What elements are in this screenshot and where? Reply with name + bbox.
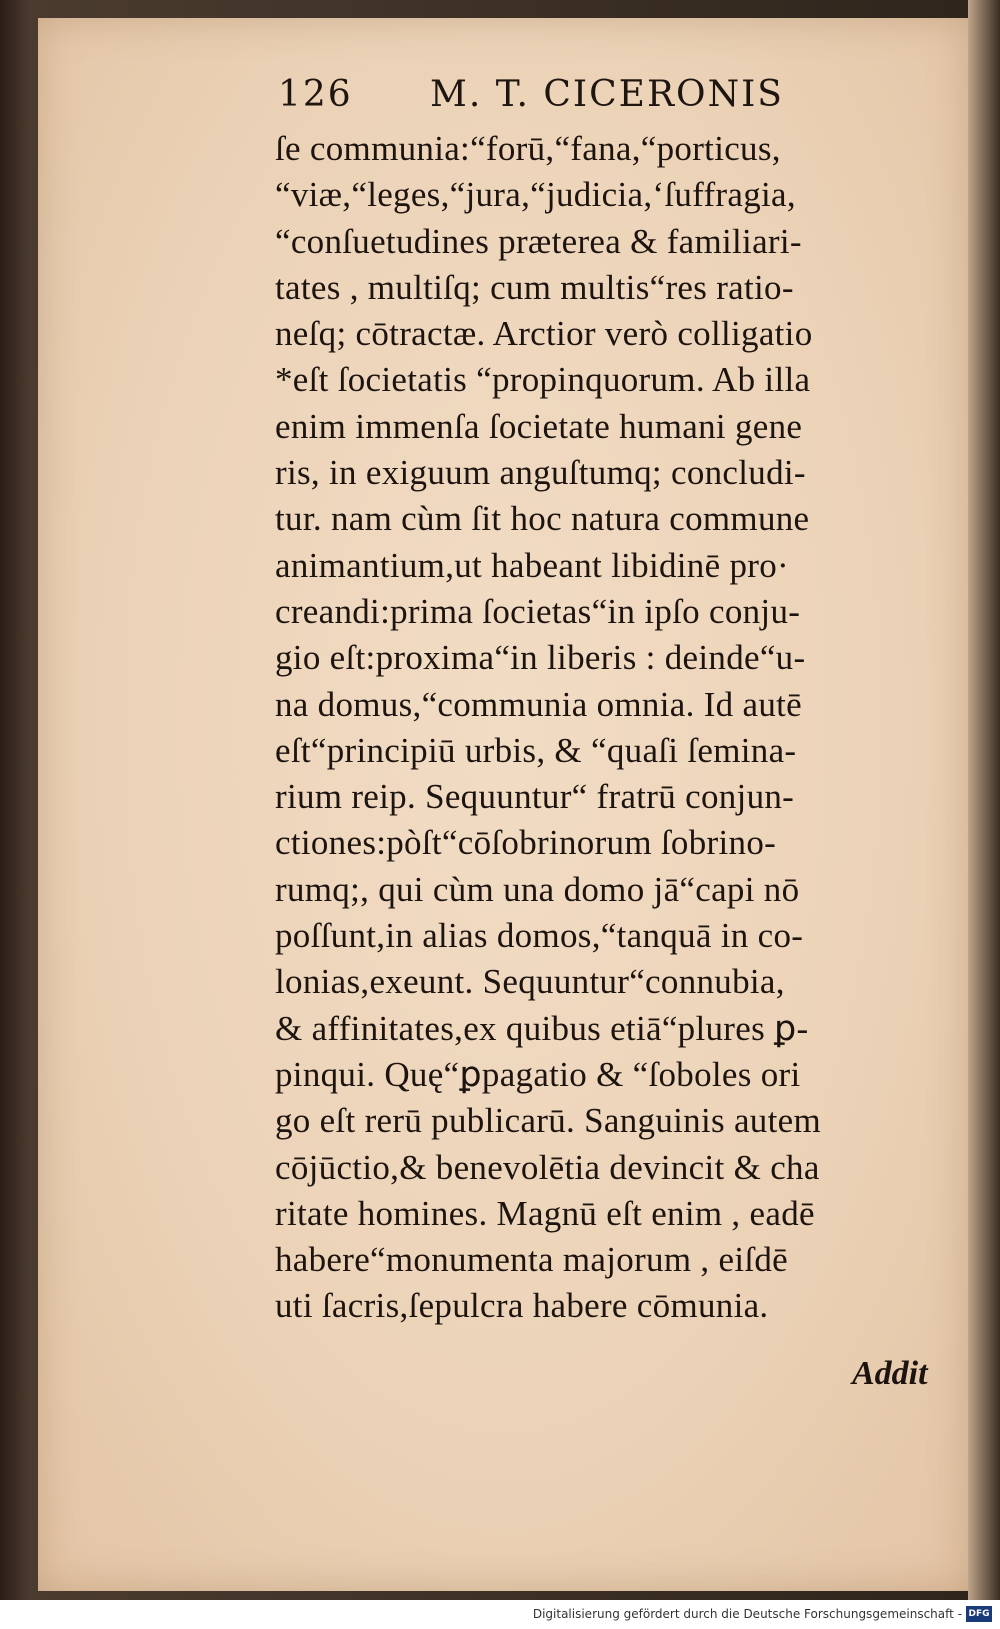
text-line: *eſt ſocietatis “propinquorum. Ab illa	[275, 360, 811, 400]
page-edge	[968, 0, 1000, 1600]
text-line: lonias,exeunt. Sequuntur“connubia,	[275, 962, 785, 1002]
text-line: habere“monumenta majorum , eiſdē	[275, 1240, 789, 1280]
text-line: poſſunt,in alias domos,“tanquā in co-	[275, 916, 804, 956]
text-line: animantium,ut habeant libidinē pro·	[275, 545, 789, 585]
text-line: “conſuetudines præterea & familiari-	[275, 221, 802, 261]
body-text	[275, 126, 965, 1330]
text-line: neſq; cōtractæ. Arctior verò colligatio	[275, 314, 813, 354]
page-header	[278, 74, 798, 124]
text-line: gio eſt:proxima“in liberis : deinde“u-	[275, 638, 806, 678]
text-line: tates , multiſq; cum multis“res ratio-	[275, 267, 794, 307]
text-line: “viæ,“leges,“jura,“judicia,‘ſuffragia,	[275, 175, 796, 215]
catchword: Addit	[852, 1355, 928, 1392]
text-line: enim immenſa ſocietate humani gene	[275, 406, 803, 446]
text-line: eſt“principiū urbis, & “quaſi ſemina-	[275, 730, 797, 770]
text-line: ſe communia:“forū,“fana,“porticus,	[275, 129, 781, 168]
running-title: M. T. CICERONIS	[430, 74, 784, 115]
text-line: creandi:prima ſocietas“in ipſo conju-	[275, 591, 801, 631]
text-line: rumq;, qui cùm una domo jā“capi nō	[275, 869, 800, 909]
text-line: na domus,“communia omnia. Id autē	[275, 684, 802, 724]
text-line: cōjūctio,& benevolētia devincit & cha	[275, 1147, 820, 1187]
footer-credit: Digitalisierung gefördert durch die Deutsche Forschungsgemeinschaft -	[532, 1607, 962, 1621]
text-line: ris, in exiguum anguſtumq; concludi-	[275, 453, 806, 493]
text-line: rium reip. Sequuntur“ fratrū conjun-	[275, 777, 795, 817]
text-line: ritate homines. Magnū eſt enim , eadē	[275, 1193, 815, 1233]
text-line: ctiones:pòſt“cōſobrinorum ſobrino-	[275, 823, 777, 863]
text-line: uti ſacris,ſepulcra habere cōmunia.	[275, 1286, 769, 1326]
text-line: pinqui. Quę“ꝑpagatio & “ſoboles ori	[275, 1054, 801, 1094]
page-number: 126	[278, 74, 353, 115]
text-line: go eſt rerū publicarū. Sanguinis autem	[275, 1101, 821, 1141]
text-line: & affinitates,ex quibus etiā“plures ꝑ-	[275, 1008, 809, 1048]
text-line: tur. nam cùm ſit hoc natura commune	[275, 499, 810, 539]
dfg-logo: DFG	[966, 1606, 992, 1622]
